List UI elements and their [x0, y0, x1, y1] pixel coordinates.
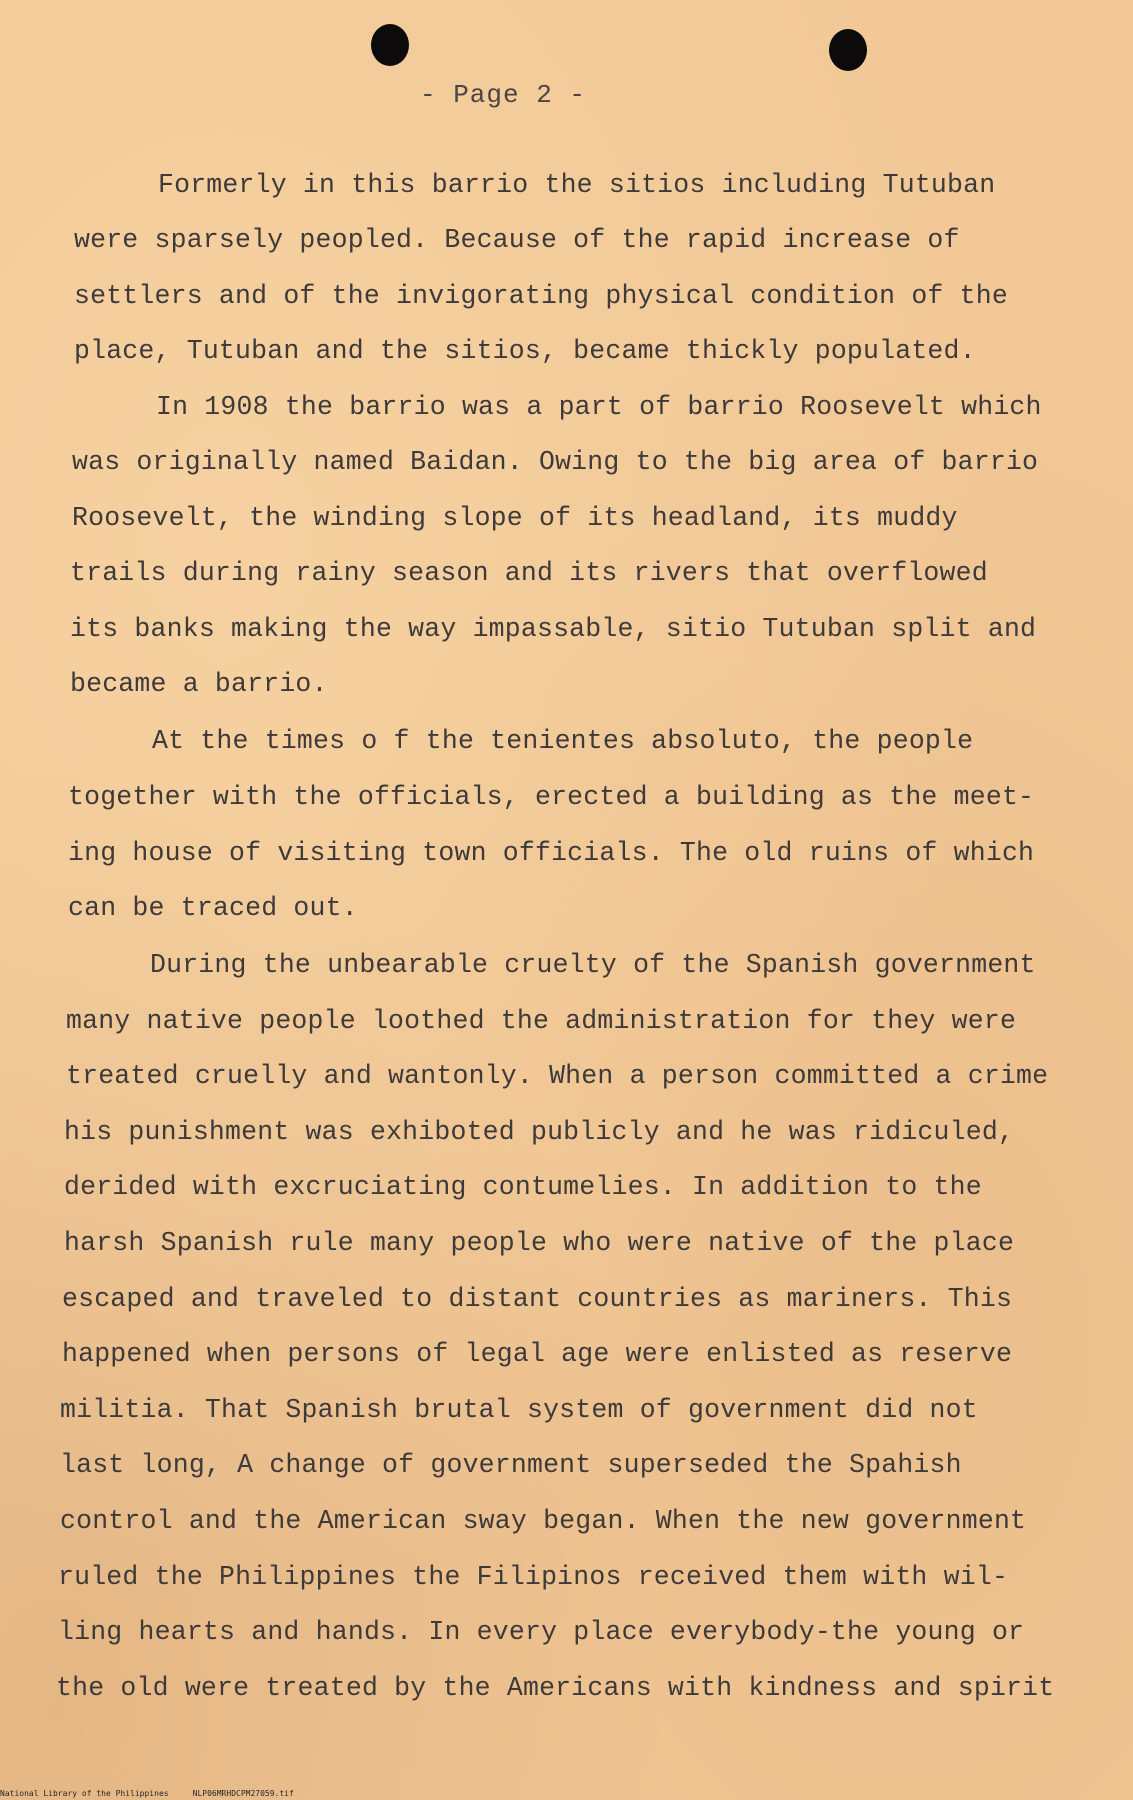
- text-line: its banks making the way impassable, sitio Tutuban split and: [70, 614, 1037, 644]
- text-line: became a barrio.: [70, 669, 328, 699]
- text-line: In 1908 the barrio was a part of barrio Roosevelt which: [156, 392, 1042, 422]
- text-line: trails during rainy season and its rivers that overflowed: [70, 558, 988, 588]
- text-line: many native people loothed the administration for they were: [66, 1006, 1017, 1036]
- text-line: Formerly in this barrio the sitios including Tutuban: [158, 170, 996, 200]
- text-line: derided with excruciating contumelies. In addition to the: [64, 1172, 982, 1202]
- text-line: his punishment was exhiboted publicly and he was ridiculed,: [64, 1117, 1015, 1147]
- text-line: harsh Spanish rule many people who were native of the place: [64, 1228, 1015, 1258]
- text-line: ing house of visiting town officials. The old ruins of which: [68, 838, 1035, 868]
- text-line: escaped and traveled to distant countries as mariners. This: [62, 1284, 1013, 1314]
- text-line: ling hearts and hands. In every place everybody-the young or: [58, 1617, 1025, 1647]
- archive-footer: National Library of the Philippines NLP06MRHDCPM27059.tif: [0, 1789, 294, 1798]
- text-line: happened when persons of legal age were enlisted as reserve: [62, 1339, 1013, 1369]
- text-line: control and the American sway began. When the new government: [60, 1506, 1027, 1536]
- text-line: treated cruelly and wantonly. When a person committed a crime: [66, 1061, 1049, 1091]
- text-line: place, Tutuban and the sitios, became thickly populated.: [74, 336, 976, 366]
- text-line: last long, A change of government superseded the Spahish: [60, 1450, 962, 1480]
- text-line: settlers and of the invigorating physical condition of the: [74, 281, 1008, 311]
- text-line: During the unbearable cruelty of the Spanish government: [150, 950, 1036, 980]
- text-line: together with the officials, erected a building as the meet-: [68, 782, 1035, 812]
- punch-hole-right: [829, 29, 867, 71]
- text-line: Roosevelt, the winding slope of its headland, its muddy: [72, 503, 958, 533]
- text-line: At the times o f the tenientes absoluto, the people: [152, 726, 974, 756]
- text-line: can be traced out.: [68, 893, 358, 923]
- text-line: was originally named Baidan. Owing to the big area of barrio: [72, 447, 1039, 477]
- text-line: were sparsely peopled. Because of the rapid increase of: [74, 225, 960, 255]
- text-line: the old were treated by the Americans with kindness and spirit: [56, 1673, 1055, 1703]
- text-line: ruled the Philippines the Filipinos received them with wil-: [58, 1562, 1009, 1592]
- page-number: - Page 2 -: [420, 80, 587, 110]
- text-line: militia. That Spanish brutal system of government did not: [60, 1395, 978, 1425]
- punch-hole-left: [371, 24, 409, 66]
